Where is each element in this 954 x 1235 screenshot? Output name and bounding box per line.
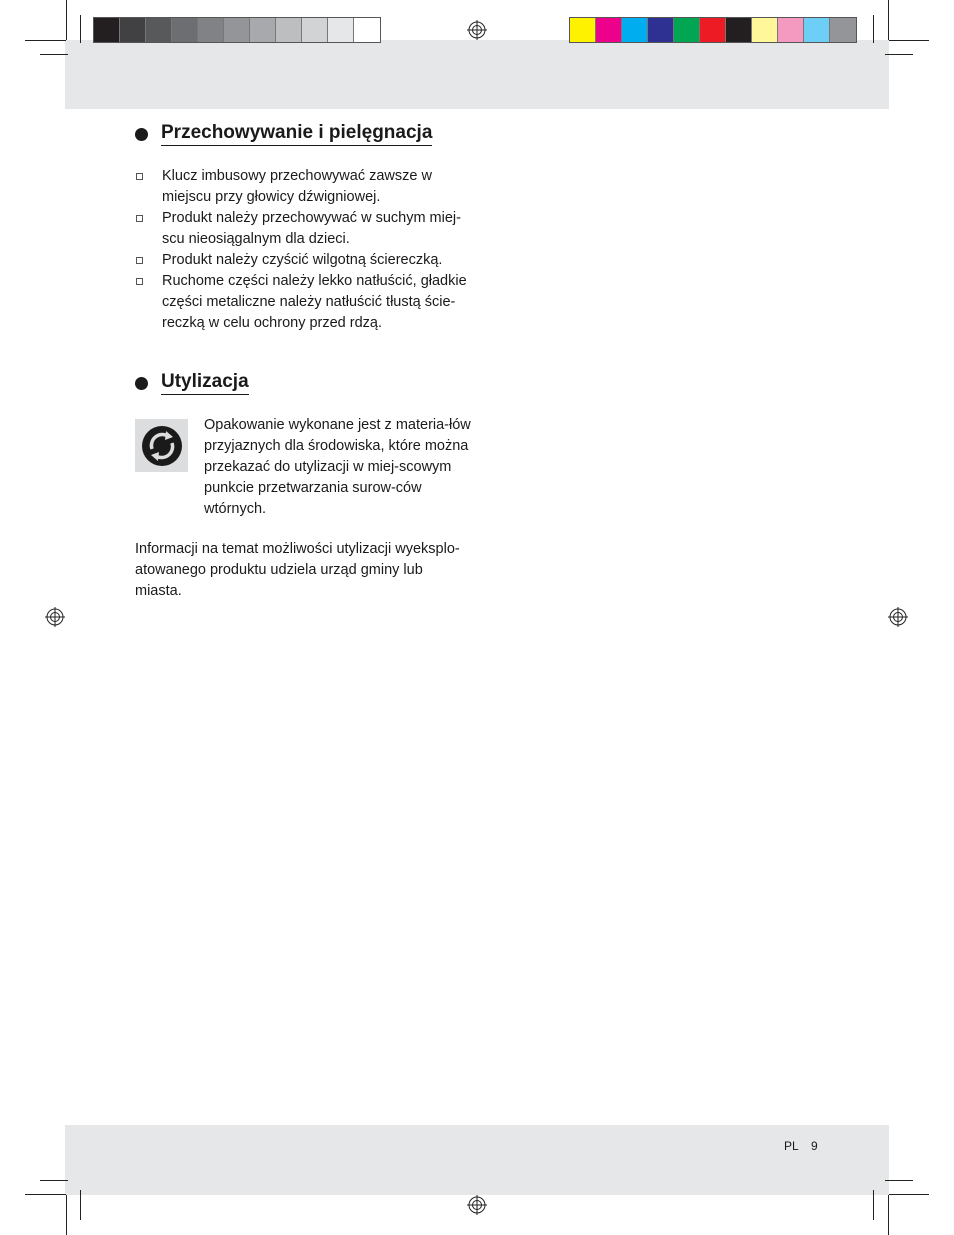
list-item: Ruchome części należy lekko natłuścić, gładkie części metaliczne należy natłuścić tłustą ście-reczką w celu ochrony przed rdzą. bbox=[135, 271, 470, 334]
color-swatch bbox=[752, 18, 778, 42]
color-swatch bbox=[778, 18, 804, 42]
color-swatch bbox=[830, 18, 856, 42]
color-swatch bbox=[596, 18, 622, 42]
recycle-icon-box bbox=[135, 419, 188, 472]
list-item: Klucz imbusowy przechowywać zawsze w miejscu przy głowicy dźwigniowej. bbox=[135, 166, 470, 208]
storage-heading bbox=[135, 122, 432, 146]
color-swatch bbox=[648, 18, 674, 42]
color-swatch bbox=[172, 18, 198, 42]
grayscale-color-bar bbox=[93, 17, 381, 43]
color-swatch bbox=[94, 18, 120, 42]
disposal-heading bbox=[135, 371, 249, 395]
disposal-heading-text: Utylizacja bbox=[161, 371, 249, 395]
checkbox-square-icon bbox=[136, 278, 143, 285]
list-item: Produkt należy czyścić wilgotną ściereczką. bbox=[135, 250, 470, 271]
color-swatch bbox=[224, 18, 250, 42]
registration-mark-icon bbox=[467, 20, 487, 40]
registration-mark-icon bbox=[45, 607, 65, 627]
color-swatch bbox=[570, 18, 596, 42]
color-swatch bbox=[328, 18, 354, 42]
color-swatch bbox=[120, 18, 146, 42]
color-swatch bbox=[674, 18, 700, 42]
storage-heading-text: Przechowywanie i pielęgnacja bbox=[161, 122, 432, 146]
color-swatch bbox=[302, 18, 328, 42]
color-swatch bbox=[250, 18, 276, 42]
header-band bbox=[65, 40, 889, 109]
footer-band bbox=[65, 1125, 889, 1195]
color-swatch bbox=[276, 18, 302, 42]
checkbox-square-icon bbox=[136, 257, 143, 264]
bullet-dot-icon bbox=[135, 128, 148, 141]
checkbox-square-icon bbox=[136, 173, 143, 180]
color-swatch bbox=[804, 18, 830, 42]
disposal-info-text: Informacji na temat możliwości utylizacji wyeksplo-atowanego produktu udziela urząd gminy lub miasta. bbox=[135, 541, 460, 599]
process-color-bar bbox=[569, 17, 857, 43]
page-number: 9 bbox=[811, 1139, 818, 1153]
green-dot-recycle-icon bbox=[141, 425, 183, 467]
list-item: Produkt należy przechowywać w suchym miej-scu nieosiągalnym dla dzieci. bbox=[135, 208, 470, 250]
registration-mark-icon bbox=[467, 1195, 487, 1215]
bullet-dot-icon bbox=[135, 377, 148, 390]
storage-list bbox=[135, 166, 470, 334]
packaging-text: Opakowanie wykonane jest z materia-łów przyjaznych dla środowiska, które można przekazać do utylizacji w miej-scowym punkcie przetwarzania surow-ców wtórnych. bbox=[204, 417, 471, 517]
registration-mark-icon bbox=[888, 607, 908, 627]
color-swatch bbox=[198, 18, 224, 42]
color-swatch bbox=[354, 18, 380, 42]
color-swatch bbox=[622, 18, 648, 42]
footer-language: PL bbox=[784, 1139, 799, 1153]
color-swatch bbox=[726, 18, 752, 42]
color-swatch bbox=[700, 18, 726, 42]
color-swatch bbox=[146, 18, 172, 42]
checkbox-square-icon bbox=[136, 215, 143, 222]
